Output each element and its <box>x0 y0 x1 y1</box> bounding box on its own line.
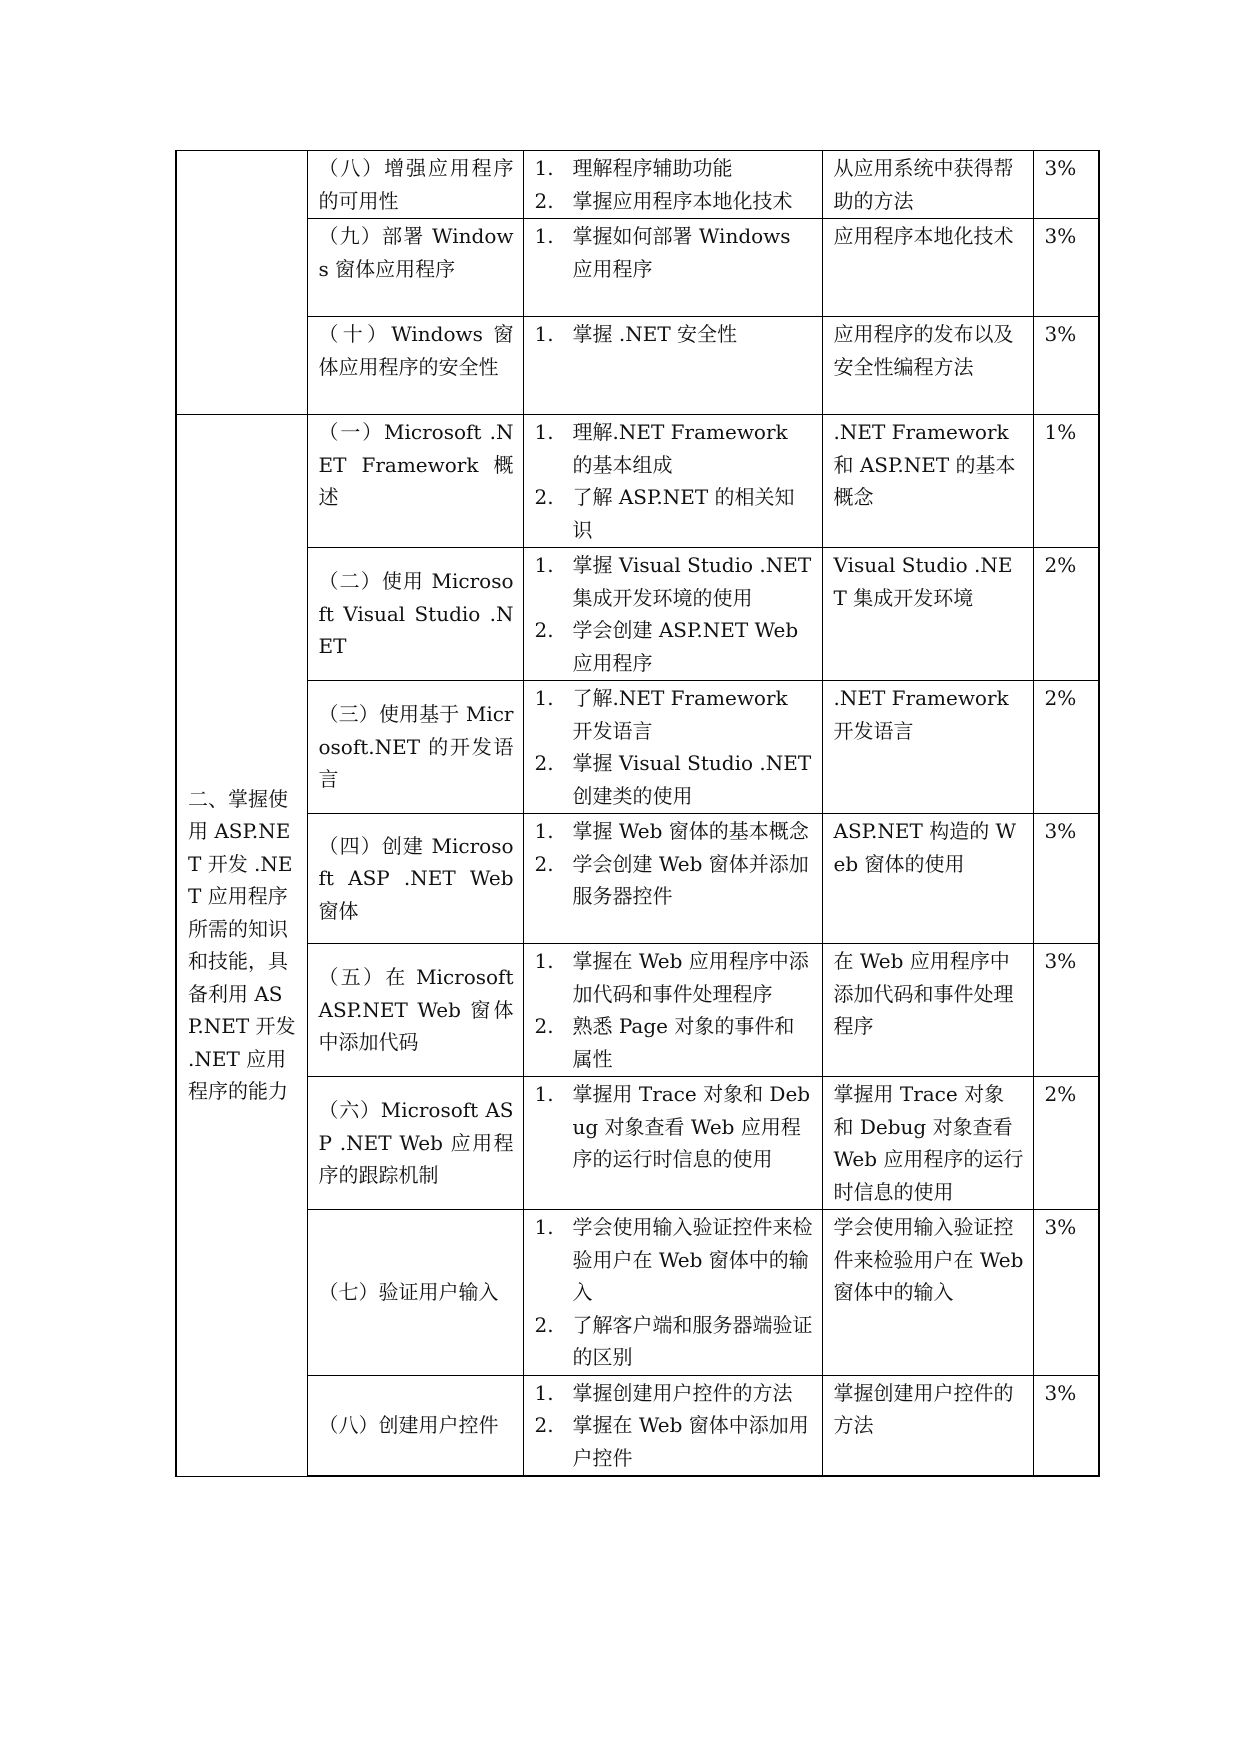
topic-cell: （八）创建用户控件 <box>307 1375 523 1476</box>
list-item: 2. 学会创建 Web 窗体并添加服务器控件 <box>534 851 809 908</box>
category-cell-1 <box>176 151 307 415</box>
list-item: 1. 理解.NET Framework 的基本组成 <box>534 420 788 477</box>
key-points-cell: ASP.NET 构造的 Web 窗体的使用 <box>822 814 1033 944</box>
table-row <box>176 219 1099 317</box>
table-row <box>176 1210 1099 1376</box>
objectives-cell <box>523 681 822 814</box>
objectives-cell <box>523 1375 822 1476</box>
topic-cell: （二）使用 Microsoft Visual Studio .NET <box>307 548 523 681</box>
objectives-cell <box>523 1210 822 1376</box>
weight-cell: 3% <box>1033 1375 1099 1476</box>
objectives-list <box>535 220 813 285</box>
list-item: 2. 掌握 Visual Studio .NET 创建类的使用 <box>534 751 812 808</box>
list-item: 2. 掌握应用程序本地化技术 <box>534 188 793 213</box>
objectives-cell <box>523 151 822 219</box>
list-item: 1. 掌握用 Trace 对象和 Debug 对象查看 Web 应用程序的运行时信息的使用 <box>534 1082 811 1171</box>
topic-cell: （八）增强应用程序的可用性 <box>307 151 523 219</box>
objectives-list <box>535 1211 813 1374</box>
list-item: 2. 了解客户端和服务器端验证的区别 <box>534 1312 813 1369</box>
topic-cell: （三）使用基于 Microsoft.NET 的开发语言 <box>307 681 523 814</box>
key-points-cell: 掌握用 Trace 对象和 Debug 对象查看 Web 应用程序的运行时信息的使用 <box>822 1077 1033 1210</box>
key-points-cell: .NET Framework 开发语言 <box>822 681 1033 814</box>
weight-cell: 1% <box>1033 415 1099 548</box>
weight-cell: 3% <box>1033 944 1099 1077</box>
weight-cell: 3% <box>1033 814 1099 944</box>
topic-cell: （四）创建 Microsoft ASP .NET Web 窗体 <box>307 814 523 944</box>
topic-cell: （六）Microsoft ASP .NET Web 应用程序的跟踪机制 <box>307 1077 523 1210</box>
table-row <box>176 151 1099 219</box>
syllabus-table <box>175 150 1100 1477</box>
list-item: 2. 掌握在 Web 窗体中添加用户控件 <box>534 1413 809 1470</box>
objectives-cell <box>523 317 822 415</box>
objectives-list <box>535 815 813 913</box>
list-item: 2. 熟悉 Page 对象的事件和属性 <box>534 1014 795 1071</box>
weight-cell: 2% <box>1033 1077 1099 1210</box>
table-row <box>176 415 1099 548</box>
objectives-cell <box>523 1077 822 1210</box>
topic-cell: （七）验证用户输入 <box>307 1210 523 1376</box>
topic-cell: （十）Windows 窗体应用程序的安全性 <box>307 317 523 415</box>
list-item: 1. 掌握 Visual Studio .NET 集成开发环境的使用 <box>534 553 812 610</box>
objectives-list <box>535 1377 813 1475</box>
key-points-cell: 在 Web 应用程序中添加代码和事件处理程序 <box>822 944 1033 1077</box>
topic-cell: （五）在 Microsoft ASP.NET Web 窗体中添加代码 <box>307 944 523 1077</box>
category-cell-2: 二、掌握使用 ASP.NET 开发 .NET 应用程序所需的知识和技能，具备利用 ASP.NET 开发 .NET 应用程序的能力 <box>176 415 307 1477</box>
table-row <box>176 681 1099 814</box>
topic-cell: （一）Microsoft .NET Framework 概述 <box>307 415 523 548</box>
objectives-cell <box>523 814 822 944</box>
list-item: 1. 理解程序辅助功能 <box>534 156 733 180</box>
key-points-cell: .NET Framework 和 ASP.NET 的基本概念 <box>822 415 1033 548</box>
list-item: 1. 掌握在 Web 应用程序中添加代码和事件处理程序 <box>534 949 809 1006</box>
table-row <box>176 944 1099 1077</box>
list-item: 1. 掌握创建用户控件的方法 <box>534 1380 793 1405</box>
list-item: 2. 了解 ASP.NET 的相关知识 <box>534 485 795 542</box>
key-points-cell: 应用程序本地化技术 <box>822 219 1033 317</box>
key-points-cell: 学会使用输入验证控件来检验用户在 Web 窗体中的输入 <box>822 1210 1033 1376</box>
key-points-cell: 从应用系统中获得帮助的方法 <box>822 151 1033 219</box>
table-row <box>176 814 1099 944</box>
objectives-list <box>535 682 813 812</box>
weight-cell: 3% <box>1033 151 1099 219</box>
objectives-list <box>535 549 813 679</box>
objectives-cell <box>523 415 822 548</box>
list-item: 2. 学会创建 ASP.NET Web 应用程序 <box>534 618 799 675</box>
objectives-cell <box>523 944 822 1077</box>
weight-cell: 2% <box>1033 681 1099 814</box>
table-row <box>176 317 1099 415</box>
objectives-cell <box>523 548 822 681</box>
list-item: 1. 学会使用输入验证控件来检验用户在 Web 窗体中的输入 <box>534 1215 813 1304</box>
key-points-cell: 掌握创建用户控件的方法 <box>822 1375 1033 1476</box>
objectives-list <box>535 1078 813 1176</box>
objectives-list <box>535 318 813 351</box>
key-points-cell: 应用程序的发布以及安全性编程方法 <box>822 317 1033 415</box>
objectives-list <box>535 152 813 217</box>
weight-cell: 3% <box>1033 219 1099 317</box>
objectives-list <box>535 945 813 1075</box>
list-item: 1. 了解.NET Framework 开发语言 <box>534 686 788 743</box>
topic-cell: （九）部署 Windows 窗体应用程序 <box>307 219 523 317</box>
key-points-cell: Visual Studio .NET 集成开发环境 <box>822 548 1033 681</box>
list-item: 1. 掌握 Web 窗体的基本概念 <box>534 819 809 843</box>
objectives-list <box>535 416 813 546</box>
table-row <box>176 1375 1099 1476</box>
list-item: 1. 掌握如何部署 Windows 应用程序 <box>534 224 791 281</box>
table-row <box>176 548 1099 681</box>
weight-cell: 3% <box>1033 317 1099 415</box>
list-item: 1. 掌握 .NET 安全性 <box>534 322 738 346</box>
weight-cell: 2% <box>1033 548 1099 681</box>
objectives-cell <box>523 219 822 317</box>
weight-cell: 3% <box>1033 1210 1099 1376</box>
table-row <box>176 1077 1099 1210</box>
